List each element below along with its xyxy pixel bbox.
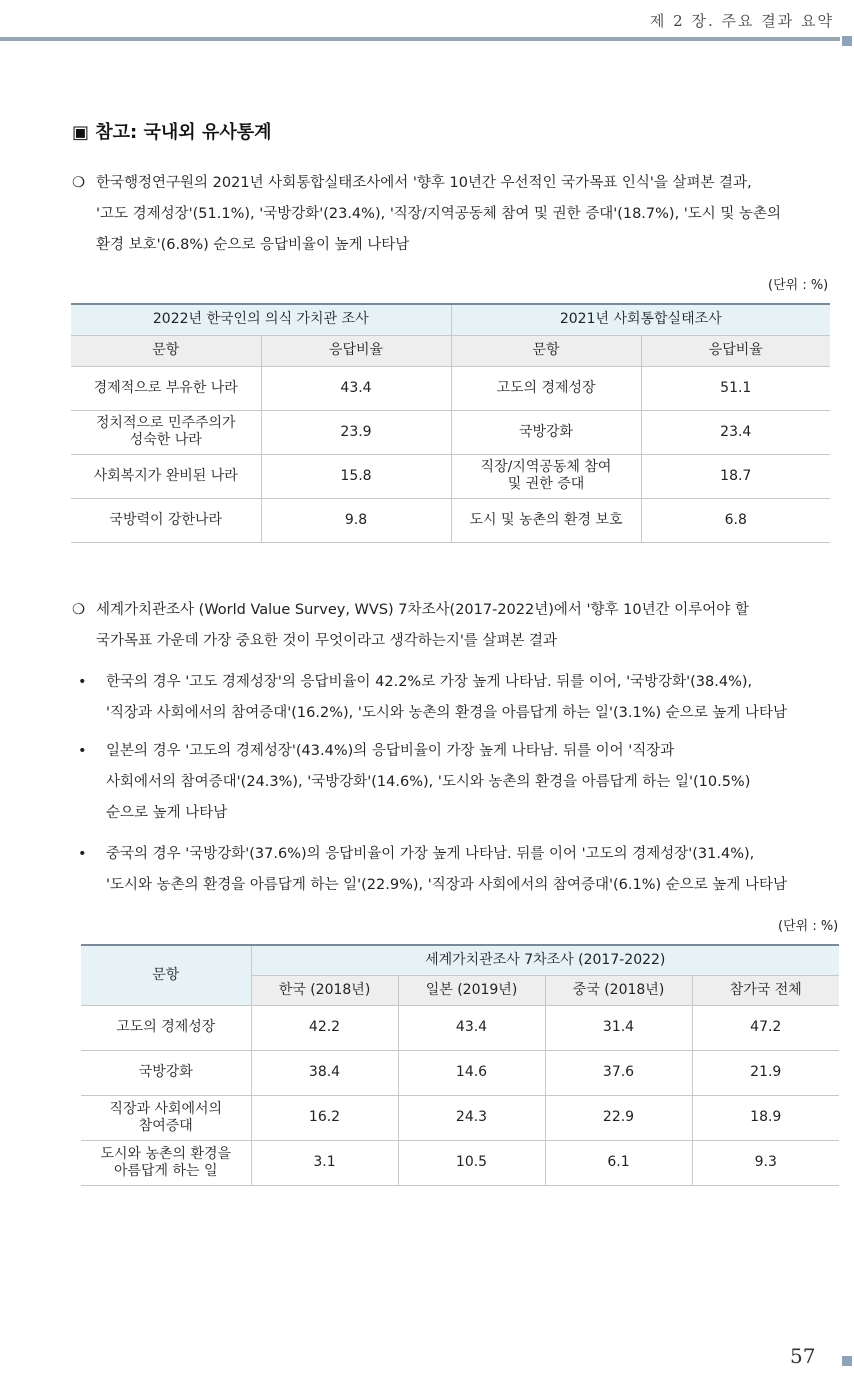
column-header: 참가국 전체 xyxy=(692,975,839,1005)
paragraph-line: 세계가치관조사 (World Value Survey, WVS) 7차조사(2017-2022년)에서 '향후 10년간 이루어야 할 xyxy=(96,602,749,618)
paragraph-line: 환경 보호'(6.8%) 순으로 응답비율이 높게 나타남 xyxy=(96,237,410,253)
table-cell-item: 고도의 경제성장 xyxy=(81,1005,251,1050)
table-cell-value: 15.8 xyxy=(261,454,451,498)
table-group-header: 2022년 한국인의 의식 가치관 조사 xyxy=(71,304,451,335)
paragraph-line: 국가목표 가운데 가장 중요한 것이 무엇이라고 생각하는지'를 살펴본 결과 xyxy=(96,633,558,649)
bullet-dot-icon: • xyxy=(78,846,87,862)
table-cell-item: 직장/지역공동체 참여 및 권한 증대 xyxy=(451,454,641,498)
bullet-korea xyxy=(78,667,840,729)
bullet-line: 중국의 경우 '국방강화'(37.6%)의 응답비율이 가장 높게 나타남. 뒤를 이어 '고도의 경제성장'(31.4%), xyxy=(106,846,755,862)
column-header: 문항 xyxy=(81,945,251,1005)
paragraph-line: '고도 경제성장'(51.1%), '국방강화'(23.4%), '직장/지역공동체 참여 및 권한 증대'(18.7%), '도시 및 농촌의 xyxy=(96,206,782,222)
table-cell-value: 23.4 xyxy=(641,410,830,454)
table-cell-value: 10.5 xyxy=(398,1140,545,1185)
footer-square-marker xyxy=(842,1356,852,1366)
bullet-line: 일본의 경우 '고도의 경제성장'(43.4%)의 응답비율이 가장 높게 나타남. 뒤를 이어 '직장과 xyxy=(106,743,675,759)
table-cell-item: 사회복지가 완비된 나라 xyxy=(71,454,261,498)
table-row xyxy=(81,1050,839,1095)
bullet-line: 사회에서의 참여증대'(24.3%), '국방강화'(14.6%), '도시와 농촌의 환경을 아름답게 하는 일'(10.5%) xyxy=(106,774,751,790)
table-cell-value: 24.3 xyxy=(398,1095,545,1140)
table-cell-item: 도시 및 농촌의 환경 보호 xyxy=(451,498,641,542)
table-cell-value: 6.8 xyxy=(641,498,830,542)
bullet-line: '도시와 농촌의 환경을 아름답게 하는 일'(22.9%), '직장과 사회에서의 참여증대'(6.1%) 순으로 높게 나타남 xyxy=(106,877,788,893)
table-cell-value: 6.1 xyxy=(545,1140,692,1185)
table-group-header: 2021년 사회통합실태조사 xyxy=(451,304,830,335)
table-cell-item: 도시와 농촌의 환경을 아름답게 하는 일 xyxy=(81,1140,251,1185)
table-cell-value: 3.1 xyxy=(251,1140,398,1185)
table-cell-value: 43.4 xyxy=(398,1005,545,1050)
table-row xyxy=(71,410,830,454)
header-rule xyxy=(0,37,840,41)
table-row xyxy=(71,454,830,498)
column-header: 한국 (2018년) xyxy=(251,975,398,1005)
table-group-header: 세계가치관조사 7차조사 (2017-2022) xyxy=(251,945,839,975)
header-square-marker xyxy=(842,36,852,46)
table-row xyxy=(81,1005,839,1050)
bullet-dot-icon: • xyxy=(78,743,87,759)
table-cell-value: 18.9 xyxy=(692,1095,839,1140)
paragraph-wvs-survey xyxy=(72,595,840,657)
table-cell-item: 정치적으로 민주주의가 성숙한 나라 xyxy=(71,410,261,454)
bullet-dot-icon: • xyxy=(78,674,87,690)
table-cell-item: 경제적으로 부유한 나라 xyxy=(71,366,261,410)
table-cell-value: 21.9 xyxy=(692,1050,839,1095)
table-cell-value: 9.3 xyxy=(692,1140,839,1185)
table-cell-value: 22.9 xyxy=(545,1095,692,1140)
table-cell-value: 43.4 xyxy=(261,366,451,410)
section-title: ▣ 참고: 국내외 유사통계 xyxy=(72,122,272,143)
table-cell-value: 18.7 xyxy=(641,454,830,498)
circle-bullet-icon: ❍ xyxy=(72,175,85,191)
circle-bullet-icon: ❍ xyxy=(72,602,85,618)
table-cell-value: 38.4 xyxy=(251,1050,398,1095)
bullet-line: 한국의 경우 '고도 경제성장'의 응답비율이 42.2%로 가장 높게 나타남. 뒤를 이어, '국방강화'(38.4%), xyxy=(106,674,753,690)
table-cell-value: 51.1 xyxy=(641,366,830,410)
column-header: 응답비율 xyxy=(641,335,830,366)
unit-label: (단위 : %) xyxy=(768,278,829,293)
table-cell-item: 국방력이 강한나라 xyxy=(71,498,261,542)
table-row xyxy=(81,1140,839,1185)
wvs-table xyxy=(81,944,839,1186)
table-cell-value: 23.9 xyxy=(261,410,451,454)
bullet-japan xyxy=(78,736,840,829)
page-number: 57 xyxy=(790,1344,816,1368)
paragraph-line: 한국행정연구원의 2021년 사회통합실태조사에서 '향후 10년간 우선적인 국가목표 인식'을 살펴본 결과, xyxy=(96,175,752,191)
domestic-survey-table xyxy=(71,303,830,543)
bullet-china xyxy=(78,839,840,901)
column-header: 문항 xyxy=(71,335,261,366)
table-cell-value: 42.2 xyxy=(251,1005,398,1050)
unit-label: (단위 : %) xyxy=(778,919,839,934)
table-row xyxy=(71,498,830,542)
table-cell-value: 31.4 xyxy=(545,1005,692,1050)
table-cell-value: 14.6 xyxy=(398,1050,545,1095)
table-row xyxy=(81,1095,839,1140)
column-header: 일본 (2019년) xyxy=(398,975,545,1005)
chapter-header: 제 2 장. 주요 결과 요약 xyxy=(649,12,834,30)
table-cell-value: 16.2 xyxy=(251,1095,398,1140)
column-header: 문항 xyxy=(451,335,641,366)
column-header: 응답비율 xyxy=(261,335,451,366)
paragraph-domestic-survey xyxy=(72,168,840,261)
table-cell-item: 국방강화 xyxy=(81,1050,251,1095)
column-header: 중국 (2018년) xyxy=(545,975,692,1005)
bullet-line: 순으로 높게 나타남 xyxy=(106,805,228,821)
table-cell-item: 직장과 사회에서의 참여증대 xyxy=(81,1095,251,1140)
table-cell-item: 국방강화 xyxy=(451,410,641,454)
bullet-line: '직장과 사회에서의 참여증대'(16.2%), '도시와 농촌의 환경을 아름답게 하는 일'(3.1%) 순으로 높게 나타남 xyxy=(106,705,788,721)
table-row xyxy=(71,366,830,410)
table-cell-value: 47.2 xyxy=(692,1005,839,1050)
table-cell-value: 37.6 xyxy=(545,1050,692,1095)
table-cell-item: 고도의 경제성장 xyxy=(451,366,641,410)
table-cell-value: 9.8 xyxy=(261,498,451,542)
